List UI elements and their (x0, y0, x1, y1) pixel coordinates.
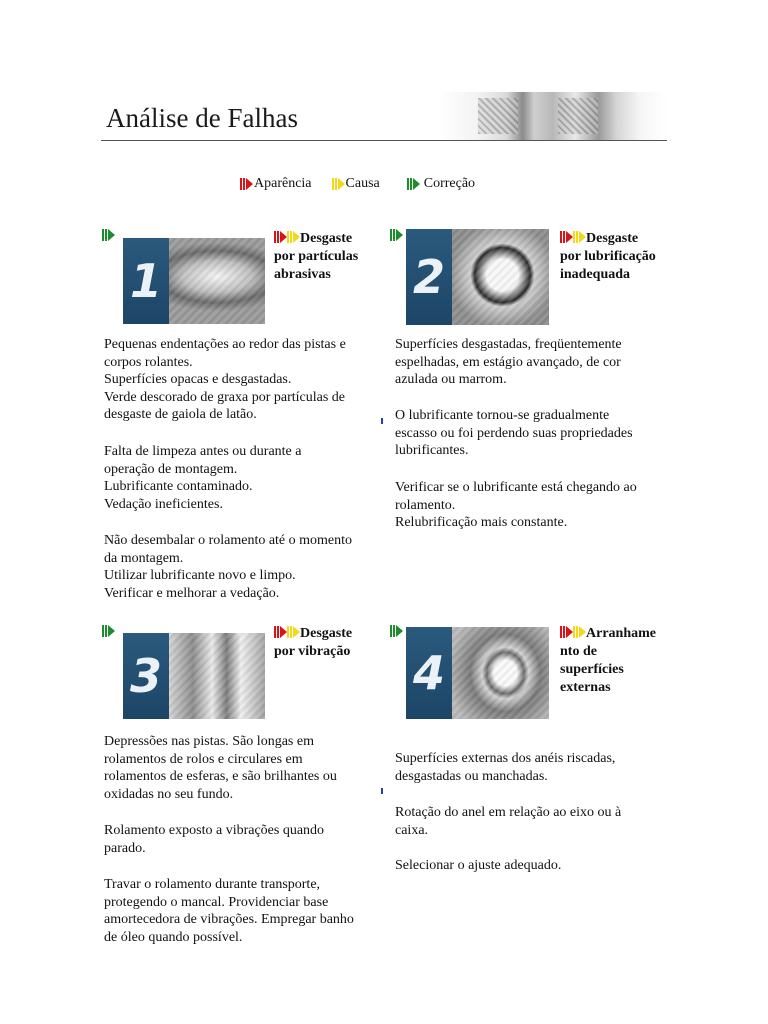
red-marker-icon (240, 178, 253, 190)
card-2-title: Desgaste por lubrificação inadequada (560, 231, 656, 282)
red-marker-icon (560, 626, 573, 638)
card-4-photo (406, 627, 549, 719)
yellow-marker-icon (287, 231, 300, 243)
card-4-appearance: Superfícies externas dos anéis riscadas, desgastadas ou manchadas. (395, 751, 616, 784)
card-3-photo (123, 633, 265, 719)
card-3-number: 3 (123, 633, 169, 719)
card-2-correction: Verificar se o lubrificante está chegando ao rolamento. Relubrificação mais constante. (395, 480, 637, 531)
margin-marker (381, 418, 383, 424)
card-3-title: Desgaste por vibração (274, 626, 353, 659)
yellow-marker-icon (573, 626, 586, 638)
margin-marker (381, 788, 383, 794)
card-2-appearance: Superfícies desgastadas, freqüentemente espelhadas, em estágio avançado, de cor azulada ou marrom. (395, 337, 622, 388)
green-marker-icon (390, 229, 403, 241)
yellow-marker-icon (573, 231, 586, 243)
card-1-correction: Não desembalar o rolamento até o momento da montagem. Utilizar lubrificante novo e limpo. Verificar e melhorar a vedação. (104, 533, 353, 601)
card-2-number: 2 (406, 229, 452, 325)
page-title: Análise de Falhas (106, 103, 298, 133)
legend-cause: Causa (332, 176, 380, 192)
card-1-number: 1 (123, 238, 169, 324)
card-2-photo (406, 229, 549, 325)
legend-correction: Correção (407, 176, 475, 192)
card-1-cause: Falta de limpeza antes ou durante a operação de montagem. Lubrificante contaminado. Vedação ineficientes. (104, 444, 302, 512)
card-4-title: Arranhame nto de superfícies externas (560, 626, 656, 695)
green-marker-icon (407, 178, 420, 190)
card-3-correction: Travar o rolamento durante transporte, protegendo o mancal. Providenciar base amortecedora de vibrações. Empregar banho de óleo quando possível. (104, 877, 354, 945)
card-1-photo (123, 238, 265, 324)
card-2-cause: O lubrificante tornou-se gradualmente escasso ou foi perdendo suas propriedades lubrificantes. (395, 408, 633, 459)
card-4-correction: Selecionar o ajuste adequado. (395, 858, 562, 873)
red-marker-icon (274, 626, 287, 638)
green-marker-icon (390, 625, 403, 637)
green-marker-icon (102, 229, 115, 241)
card-3-cause: Rolamento exposto a vibrações quando parado. (104, 823, 325, 856)
yellow-marker-icon (287, 626, 300, 638)
yellow-marker-icon (332, 178, 345, 190)
red-marker-icon (274, 231, 287, 243)
red-marker-icon (560, 231, 573, 243)
title-divider (101, 140, 667, 141)
header-bearing-photo (438, 92, 667, 140)
green-marker-icon (102, 625, 115, 637)
card-4-number: 4 (406, 627, 452, 719)
card-1-title: Desgaste por partículas abrasivas (274, 231, 359, 282)
card-1-appearance: Pequenas endentações ao redor das pistas e corpos rolantes. Superfícies opacas e desgastadas. Verde descorado de graxa por partículas de desgaste de gaiola de latão. (104, 337, 346, 423)
legend-appearance: Aparência (240, 176, 312, 192)
card-3-appearance: Depressões nas pistas. São longas em rolamentos de rolos e circulares em rolamentos de esferas, e são brilhantes ou oxidadas no seu fundo. (104, 734, 337, 802)
legend (240, 176, 475, 192)
card-4-cause: Rotação do anel em relação ao eixo ou à caixa. (395, 805, 622, 838)
